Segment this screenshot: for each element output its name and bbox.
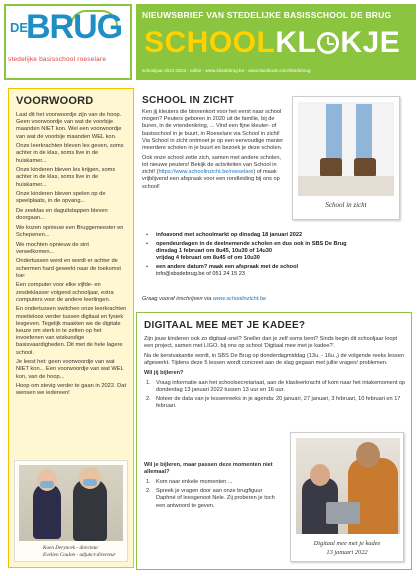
bullet-text: een andere datum? maak een afspraak met de school <box>156 263 299 270</box>
list-item <box>142 264 408 278</box>
brand-kl: KL <box>275 26 317 59</box>
list-item <box>142 241 408 263</box>
school-in-zicht-title: SCHOOL IN ZICHT <box>142 95 235 106</box>
bullet-text: infoavond met schoolmarkt op dinsdag 18 januari 2022 <box>156 232 303 238</box>
digitaal-photo <box>290 432 404 562</box>
step-text: Noteer de data van je lessenreeks in je agenda: 20 januari, 27 januari, 3 februari, 10 februari en 17 februari. <box>156 396 401 410</box>
voorwoord-paragraph: Je leest het: geen voorwoordje van wat NIET kon... Een voorwoordje van wat WEL kon, van de hoop... <box>16 359 124 380</box>
brand-kje: KJE <box>340 26 401 59</box>
school-in-zicht-link[interactable]: https://www.schoolinzicht.be/roeselare <box>158 169 254 176</box>
school-in-zicht-paragraph: Ken jij kleuters die binnenkort voor het eerst naar school mogen? Peuters geboren in 2020 uit de familie, bij de buren, in de vriendenkring, ... Vind een fijne kleuter- of basisschool in je buurt, in Roeselare via School in zicht! Via School in zicht ontmoet je op een eenvoudige manier meerdere scholen in je buurt en bezoek je deze scholen. <box>142 109 284 152</box>
school-in-zicht-paragraph: Ook onze school zette zich, samen met andere scholen, tot nieuwe peuters! Bekijk de activiteiten van School in zicht! (https://www.schoolinzicht.be/roeselare) of maak vrijblijvend een afspraak voor een rondleiding bij ons op school! <box>142 154 281 190</box>
digitaal-photo-caption <box>291 539 403 557</box>
floor <box>298 176 394 196</box>
digitaal-intro <box>144 336 406 413</box>
school-in-zicht-photo-image <box>298 102 394 196</box>
step-text: Vraag informatie aan het schoolsecretariaat, aan de klasleerkracht of kom naar het intakemoment op donderdag 13 januari 2022 tussen 13 uur en 16 uur. <box>156 379 406 393</box>
voorwoord-paragraph: Laat dit het voorwoordje zijn van de hoop. Geen voorwoordje van wat de voorbije maanden NIET kon. Wel een voorwoordje van wat de voorbije maanden WEL kon. <box>16 112 122 140</box>
school-in-zicht-text <box>142 109 287 193</box>
digitaal-alternative <box>144 462 282 512</box>
text-span: Graag vooraf inschrijven via <box>142 296 213 302</box>
list-item <box>144 380 406 394</box>
caption-line: 13 januari 2022 <box>326 549 368 556</box>
logo-brug-text: BRUG <box>26 8 123 46</box>
list-item <box>144 488 282 510</box>
step-number: 2. <box>146 396 151 403</box>
voorwoord-paragraph: We mochten opnieuw de sint verwelkomen... <box>16 241 89 255</box>
child-leg <box>356 104 372 164</box>
boot-icon <box>354 158 376 176</box>
step-number: 2. <box>146 488 151 495</box>
header-meta: schooljaar 2021-2022 - editie - www.sbsdebrug.be - www.facebook.com/sbsdebrug <box>142 68 311 73</box>
clock-icon <box>317 32 339 54</box>
registration-link[interactable]: www.schoolinzicht.be <box>212 296 267 302</box>
caption-line: Evelien Coulon - adjunct-directeur <box>43 552 116 558</box>
bullet-text: opendeurdagen in de deelnemende scholen en dus ook in SBS De Brug <box>156 240 347 247</box>
school-in-zicht-photo-caption: School in zicht <box>325 201 367 209</box>
bullet-text: dinsdag 1 februari om 8u45, 10u30 of 14u30 <box>156 247 272 254</box>
digitaal-photo-image <box>296 438 400 534</box>
text-span: ) of maak vrijblijvend een afspraak voor een rondleiding bij ons op school! <box>142 169 280 190</box>
child-head <box>310 464 330 486</box>
parent-head <box>356 442 380 468</box>
contact-info[interactable]: info@sbsdebrug.be of 051 24 15 23 <box>156 270 246 277</box>
voorwoord-paragraph: Onze leerkrachten bleven les geven, soms achter in de klas, soms live in de huiskamer... <box>16 143 124 164</box>
voorwoord-title: VOORWOORD <box>16 95 94 107</box>
directors-photo-image <box>19 465 123 541</box>
school-in-zicht-photo <box>292 96 400 220</box>
voorwoord-paragraph: De zeeklas en daguitstappen bleven doorgaan... <box>16 208 108 222</box>
directors-photo-caption <box>43 545 116 559</box>
logo-subtitle: stedelijke basisschool roeselare <box>8 56 107 63</box>
digitaal-subheading: Wil jij bijleren? <box>144 370 184 376</box>
digitaal-steps <box>144 479 282 510</box>
face-mask <box>83 479 97 486</box>
voorwoord-paragraph: Onze kinderen bleven les krijgen, soms achter in de klas, soms live in de huiskamer... <box>16 167 116 188</box>
brand-school: SCHOOL <box>144 26 276 59</box>
list-item <box>144 479 282 486</box>
laptop-icon <box>326 502 360 524</box>
step-text: Spreek je vragen door aan onze brugfiguur Daphné of leesgenoot Nele. Zij proberen je toch een antwoord te geven. <box>156 488 275 509</box>
caption-line: Koen Deryncek - directeur <box>43 545 99 551</box>
digitaal-paragraph: Na de kerstvakantie wordt, in SBS De Brug op donderdagmiddag (13u. - 16u.,) de volgende reeks lessen afgewerkt. Tijdens deze 5 lessen wordt concreet aan de slag gegaan met jullie vragen/ problemen. <box>144 353 404 367</box>
school-in-zicht-bullets <box>142 232 408 279</box>
newsletter-title: NIEUWSBRIEF VAN STEDELIJKE BASISSCHOOL DE BRUG <box>142 10 392 20</box>
digitaal-paragraph: Zijn jouw kinderen ook zo digitaal-snel? Sneller dan je zelf soms bent? Sinds begin dit schooljaar loopt een project, samen met LIGO, bij ons op school 'Digitaal mee met je kadee?'. <box>144 336 398 350</box>
voorwoord-paragraph: We kozen opnieuw een Bruggemeester en Schepenen... <box>16 224 124 238</box>
voorwoord-paragraph: Hoop om stevig verder te gaan in 2022. Dat wensen we iedereen! <box>16 383 127 397</box>
bullet-text: vrijdag 4 februari om 8u45 of om 10u30 <box>156 255 260 261</box>
newsletter-brand <box>144 26 400 60</box>
caption-line: Digitaal mee met je kadee <box>313 540 381 547</box>
step-number: 1. <box>146 379 151 386</box>
voorwoord-paragraph: En ondertussen switchen onze leerkrachten moeiteloos verder tussen digitaal en fysiek lesgeven. Tegelijk maakten we de digitale keuze om sterk in te zetten op het invoefenen van wiskundige basisvaardigheden. Dit met de hele lagere school. <box>16 306 127 356</box>
voorwoord-paragraph: Onze kinderen bleven spelen op de speelplaats, in de opvang... <box>16 191 106 205</box>
text-span: Ook onze school zette zich, samen met andere scholen, tot nieuwe peuters! Bekijk de activiteiten van School in zicht! <box>142 154 281 176</box>
digitaal-steps <box>144 380 406 411</box>
director-figure <box>33 483 61 539</box>
boot-icon <box>320 158 342 176</box>
directors-photo <box>14 460 128 562</box>
list-item <box>144 396 406 410</box>
child-leg <box>326 104 342 164</box>
face-mask <box>40 481 54 488</box>
digitaal-title: DIGITAAL MEE MET JE KADEE? <box>144 320 306 331</box>
step-text: Kom naar enkele momenten ... <box>156 479 233 485</box>
step-number: 1. <box>146 479 151 485</box>
voorwoord-paragraph: Ondertussen werd en wordt er achter de schermen hard gewerkt naar de toekomst toe: <box>16 258 121 279</box>
logo-de-text: DE <box>10 20 29 35</box>
voorwoord-text <box>16 112 128 400</box>
registration-note <box>142 296 266 302</box>
voorwoord-paragraph: Een computer voor elke vijfde- en zesdeklasser volgend schooljaar, extra computers voor de andere leerlingen. <box>16 282 114 303</box>
list-item <box>142 232 408 239</box>
digitaal-subheading: Wil je bijleren, maar passen deze momenten niet allemaal? <box>144 462 273 476</box>
